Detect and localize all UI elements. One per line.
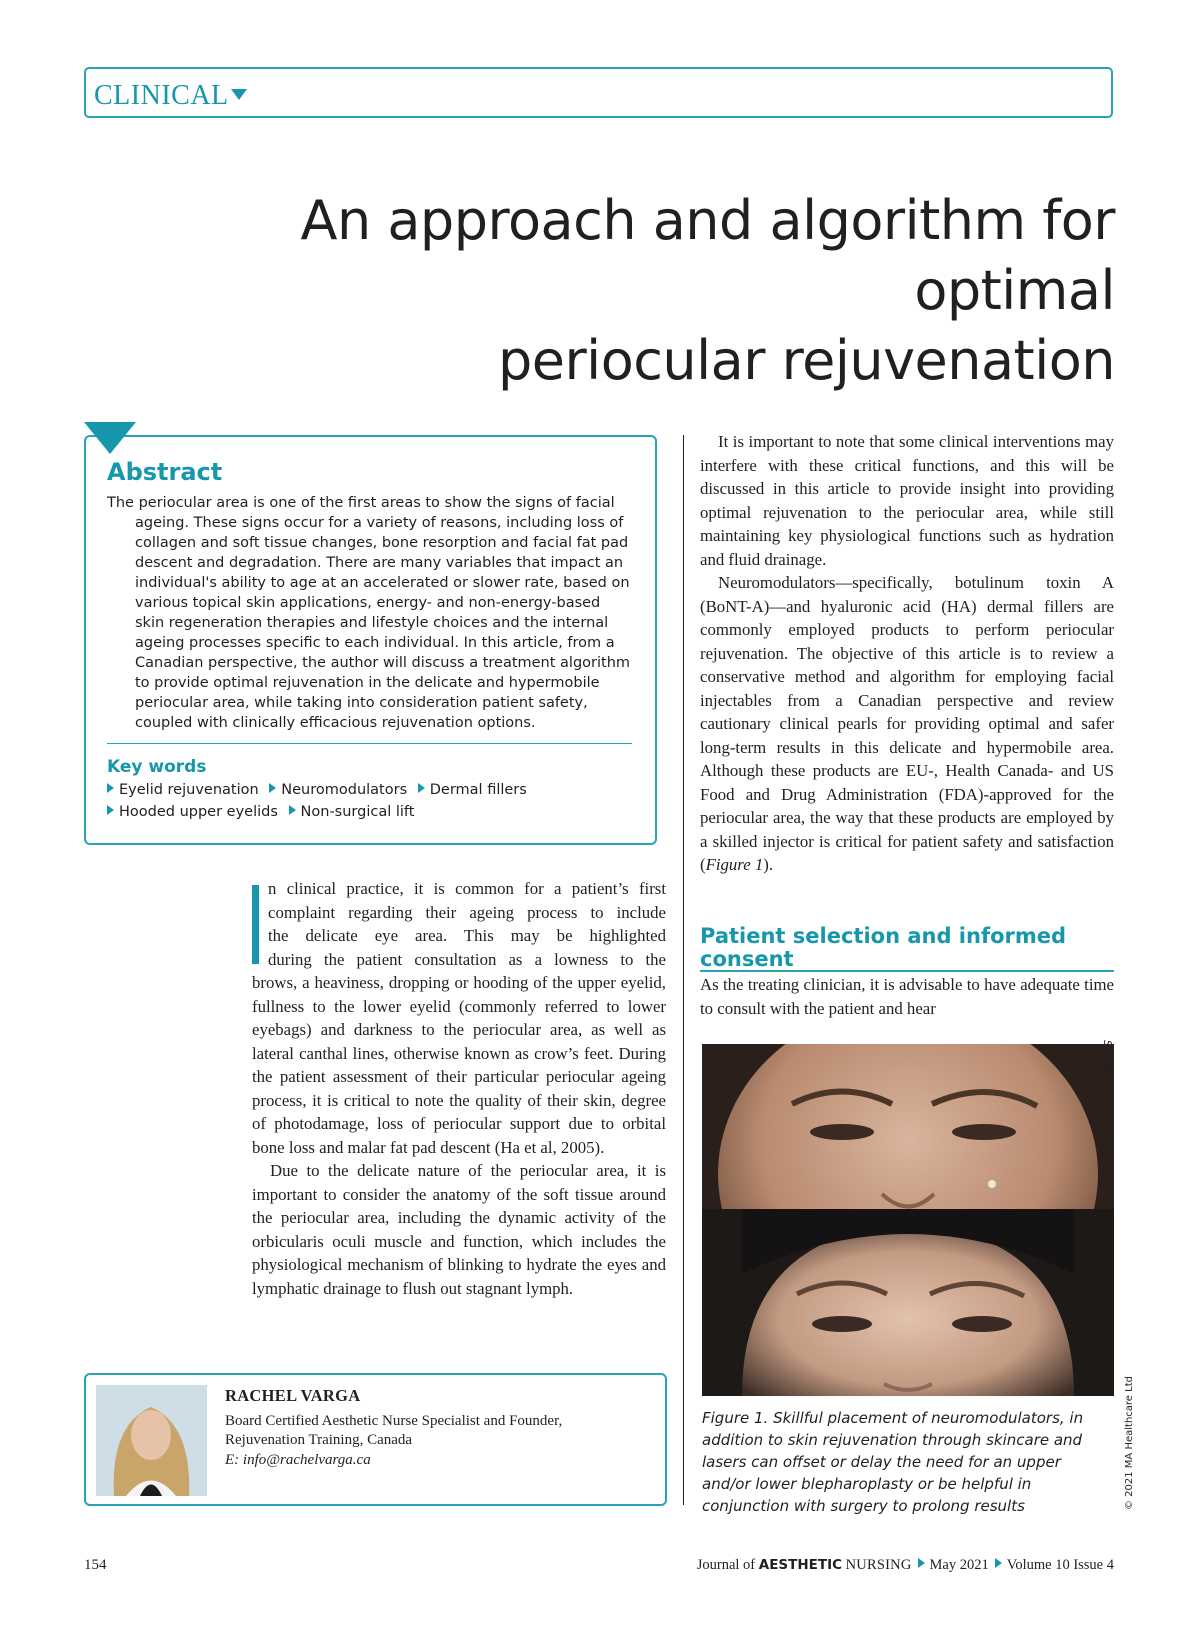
body-line: n clinical practice, it is common for a patient’s first (268, 879, 666, 898)
issue-volume: Volume 10 Issue 4 (1006, 1557, 1114, 1573)
journal-footer (697, 1557, 1114, 1574)
triangle-bullet-icon (269, 783, 276, 793)
journal-name-suffix: NURSING (845, 1557, 912, 1573)
copyright-notice: © 2021 MA Healthcare Ltd (1124, 1376, 1135, 1510)
figure-caption: Figure 1. Skillful placement of neuromodulators, in addition to skin rejuvenation through skincare and lasers can offset or delay the need for an upper and/or lower blepharoplasty or be helpful in conjunction with surgery to prolong results (702, 1409, 1084, 1515)
body-paragraph: brows, a heaviness, dropping or hooding of the upper eyelid, fullness to the lower eyelid (commonly referred to lower eyebags) and darkness to the periocular area, as well as lateral canthal lines, otherwise known as crow’s feet. During the patient assessment of their particular periocular ageing process, it is critical to note the quality of their skin, degree of photodamage, loss of periocular support due to orbital bone loss and malar fat pad descent (Ha et al, 2005). (252, 973, 666, 1157)
author-name: RACHEL VARGA (225, 1386, 361, 1405)
body-line: during the patient consultation as a lowness to the (268, 949, 666, 969)
body-paragraph: Due to the delicate nature of the periocular area, it is important to consider the anatomy of the soft tissue around the periocular area, including the dynamic activity of the orbicularis oculi muscle and function, which includes the physiological mechanism of blinking to hydrate the eyes and lymphatic drainage to flush out stagnant lymph. (252, 1161, 666, 1298)
body-paragraph: It is important to note that some clinical interventions may interfere with these critical functions, and this will be discussed in this article to provide insight into providing optimal rejuvenation to the periocular area, while still maintaining key physiological functions such as hydration and fluid drainage. (700, 432, 1114, 569)
issue-date: May 2021 (929, 1557, 989, 1573)
triangle-bullet-icon (107, 783, 114, 793)
body-column-left (252, 877, 666, 1300)
author-email: E: info@rachelvarga.ca (225, 1452, 371, 1468)
article-title-line-1: An approach and algorithm for optimal (300, 189, 1115, 322)
keyword: Neuromodulators (269, 782, 407, 798)
section-label: CLINICAL (94, 80, 229, 111)
keyword: Dermal fillers (418, 782, 527, 798)
abstract-divider (107, 743, 632, 744)
section-subheading: Patient selection and informed consent (700, 925, 1114, 972)
body-column-right-continued (700, 973, 1114, 1020)
figure-reference: Figure 1 (705, 855, 764, 874)
author-role: Board Certified Aesthetic Nurse Specialist and Founder, Rejuvenation Training, Canada (225, 1413, 563, 1448)
triangle-bullet-icon (418, 783, 425, 793)
column-divider (683, 435, 684, 1505)
article-title-line-2: periocular rejuvenation (497, 329, 1115, 392)
article-title (105, 186, 1115, 396)
page-number: 154 (84, 1557, 107, 1573)
abstract-tab-marker (84, 422, 136, 454)
journal-name-bold: AESTHETIC (758, 1557, 843, 1573)
body-paragraph-intro (252, 877, 666, 971)
body-line: the delicate eye area. This may be highlighted (268, 926, 666, 945)
triangle-separator-icon (918, 1558, 925, 1568)
keywords-heading: Key words (107, 757, 207, 777)
body-paragraph: As the treating clinician, it is advisable to have adequate time to consult with the patient and hear (700, 975, 1114, 1018)
body-column-right (700, 430, 1114, 877)
triangle-separator-icon (995, 1558, 1002, 1568)
triangle-bullet-icon (107, 805, 114, 815)
body-line: complaint regarding their ageing process to include (268, 902, 666, 922)
keyword: Hooded upper eyelids (107, 804, 278, 820)
photo-credit: Supplied by the author (1101, 1040, 1113, 1161)
caret-down-icon (231, 89, 247, 100)
abstract-heading: Abstract (107, 458, 223, 486)
abstract-text: The periocular area is one of the first areas to show the signs of facial ageing. These signs occur for a variety of reasons, including loss of collagen and soft tissue changes, bone resorption and facial fat pad descent and degradation. There are many variables that impact an individual's ability to age at an accelerated or slower rate, based on various topical skin applications, energy- and non-energy-based skin regeneration therapies and lifestyle choices and the internal ageing processes specific to each individual. In this article, from a Canadian perspective, the author will discuss a treatment algorithm to provide optimal rejuvenation in the delicate and hypermobile periocular area, while taking into consideration patient safety, coupled with clinically efficacious rejuvenation options. (107, 495, 631, 731)
keyword: Non-surgical lift (289, 804, 415, 820)
triangle-bullet-icon (289, 805, 296, 815)
keywords-line-2 (107, 804, 420, 820)
keyword: Eyelid rejuvenation (107, 782, 259, 798)
body-paragraph: Neuromodulators—specifically, botulinum toxin A (BoNT-A)—and hyaluronic acid (HA) dermal fillers are commonly employed products to perform periocular rejuvenation. The objective of this article is to review a conservative method and algorithm for employing facial injectables from a Canadian perspective and review cautionary clinical pearls for providing optimal and safer long-term results in this delicate and hypermobile area. Although these products are EU-, Health Canada- and US Food and Drug Administration (FDA)-approved for the periocular area, the way that these products are employed by a skilled injector is critical for patient safety and satisfaction (Figure 1). (700, 573, 1114, 874)
author-photo (96, 1385, 207, 1496)
journal-prefix: Journal of (696, 1557, 756, 1573)
keywords-line-1 (107, 782, 533, 798)
figure-1-photo (702, 1044, 1114, 1396)
section-header-bar (84, 67, 1113, 118)
